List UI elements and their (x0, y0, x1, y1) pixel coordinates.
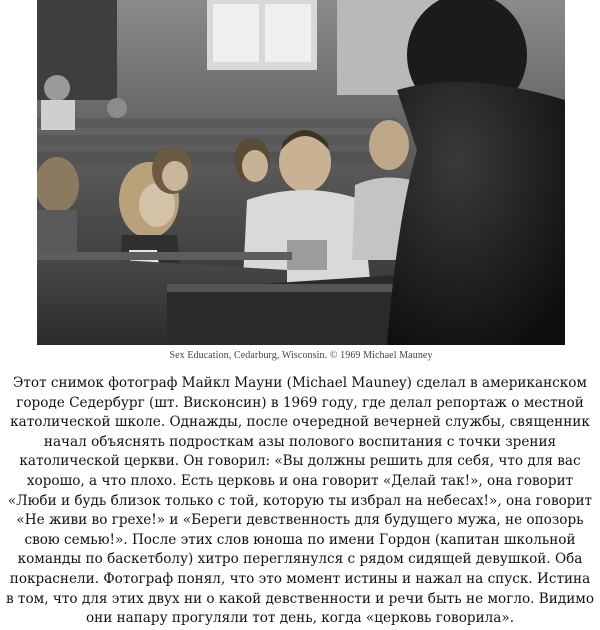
photo-caption: Sex Education, Cedarburg, Wisconsin. © 1969 Michael Mauney (169, 350, 433, 361)
photograph (37, 0, 565, 345)
photograph-illustration (37, 0, 565, 345)
article-text: Этот снимок фотограф Майкл Мауни (Michael Mauney) сделал в американском городе Седербург (шт. Висконсин) в 1969 году, где делал репортаж о местной католической школе. Однажды, после очередной вечерней службы, священник начал объяснять подросткам азы полового воспитания с точки зрения католической церкви. Он говорил: «Вы должны решить для себя, что для вас хорошо, а что плохо. Есть церковь и она говорит «Делай так!», она говорит «Люби и будь близок только с той, которую ты избрал на небесах!», она говорит «Не живи во грехе!» и «Береги девственность для будущего мужа, не опозорь свою семью!». После этих слов юноша по имени Гордон (капитан школьной команды по баскетболу) хитро переглянулся с рядом сидящей девушкой. Оба покраснели. Фотограф понял, что это момент истины и нажал на спуск. Истина в том, что для этих двух ни о какой девственности и речи быть не могло. Видимо они напару прогуляли тот день, когда «церковь говорила». (5, 375, 595, 627)
